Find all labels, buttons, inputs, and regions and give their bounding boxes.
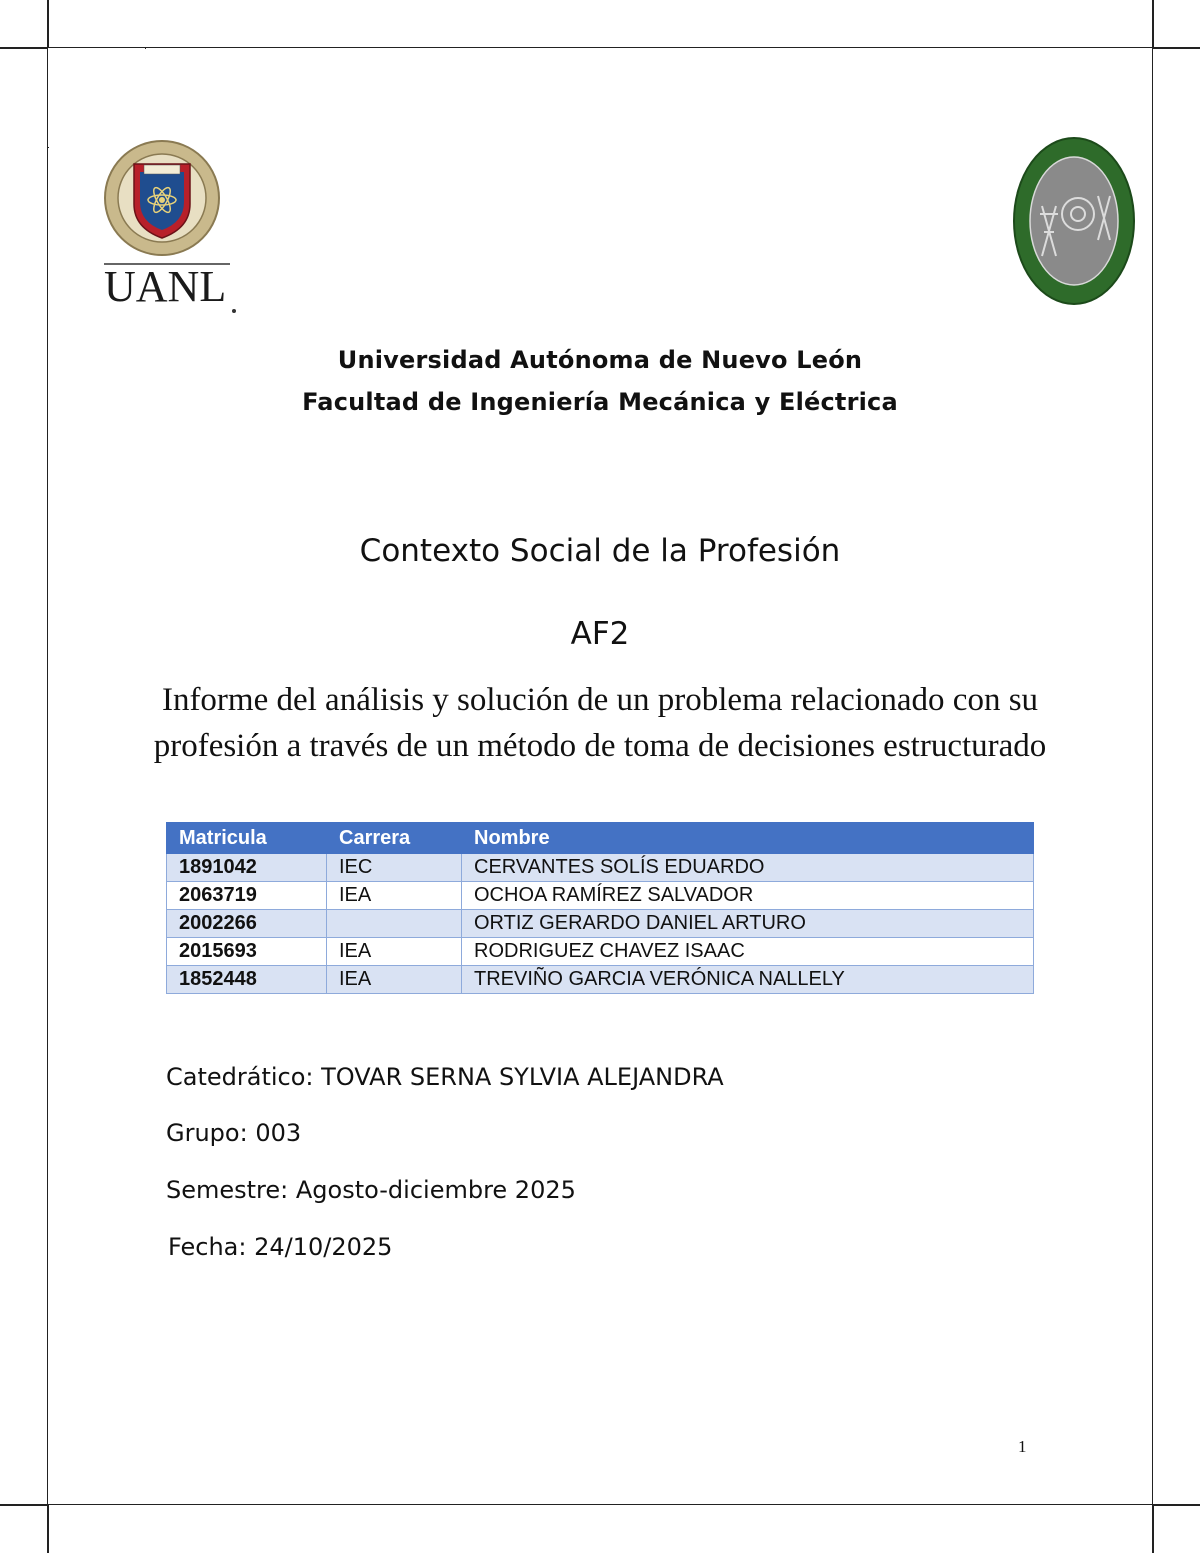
- column-header-carrera: Carrera: [327, 823, 462, 854]
- nombre-cell: ORTIZ GERARDO DANIEL ARTURO: [462, 910, 1034, 938]
- professor-name: TOVAR SERNA SYLVIA ALEJANDRA: [321, 1063, 724, 1091]
- report-title: Informe del análisis y solución de un problema relacionado con su profesión a través de un método de toma de decisiones estructurado: [153, 682, 1047, 764]
- carrera-cell: [327, 910, 462, 938]
- column-header-nombre: Nombre: [462, 823, 1034, 854]
- matricula-cell: 2002266: [167, 910, 327, 938]
- carrera-cell: IEA: [327, 882, 462, 910]
- faculty-name: Facultad de Ingeniería Mecánica y Eléctrica: [302, 388, 898, 416]
- carrera-cell: IEA: [327, 966, 462, 994]
- column-header-matricula: Matricula: [167, 823, 327, 854]
- matricula-cell: 2015693: [167, 938, 327, 966]
- university-name: Universidad Autónoma de Nuevo León: [337, 346, 863, 374]
- nombre-cell: TREVIÑO GARCIA VERÓNICA NALLELY: [462, 966, 1034, 994]
- matricula-cell: 1891042: [167, 854, 327, 882]
- table-row: [167, 938, 1034, 966]
- crop-mark: [145, 47, 146, 49]
- crop-mark: [0, 1504, 47, 1506]
- activity-code: AF2: [570, 616, 630, 652]
- date-label: Fecha:: [168, 1233, 247, 1261]
- date-line: [168, 1233, 392, 1261]
- uanl-wordmark: UANL: [104, 262, 227, 311]
- crop-mark: [1153, 47, 1200, 49]
- page-number: 1: [1018, 1437, 1027, 1456]
- matricula-cell: 2063719: [167, 882, 327, 910]
- professor-label: Catedrático:: [166, 1063, 314, 1091]
- professor-line: [166, 1063, 724, 1091]
- nombre-cell: RODRIGUEZ CHAVEZ ISAAC: [462, 938, 1034, 966]
- team-table: [166, 822, 1034, 994]
- nombre-cell: OCHOA RAMÍREZ SALVADOR: [462, 882, 1034, 910]
- table-row: [167, 966, 1034, 994]
- crop-mark: [1152, 0, 1154, 47]
- group-line: [166, 1119, 301, 1147]
- carrera-cell: IEA: [327, 938, 462, 966]
- group-value: 003: [255, 1119, 302, 1147]
- table-row: [167, 910, 1034, 938]
- crop-mark: [1153, 1504, 1200, 1506]
- matricula-cell: 1852448: [167, 966, 327, 994]
- semester-label: Semestre:: [166, 1176, 289, 1204]
- crop-mark: [47, 0, 49, 47]
- carrera-cell: IEC: [327, 854, 462, 882]
- uanl-logo: [100, 138, 250, 323]
- date-value: 24/10/2025: [254, 1233, 393, 1261]
- crop-mark: [0, 47, 47, 49]
- group-label: Grupo:: [166, 1119, 248, 1147]
- semester-line: [166, 1176, 576, 1204]
- table-header-row: [167, 823, 1034, 854]
- semester-value: Agosto-diciembre 2025: [295, 1176, 576, 1204]
- crop-mark: [47, 1505, 49, 1553]
- nombre-cell: CERVANTES SOLÍS EDUARDO: [462, 854, 1034, 882]
- table-row: [167, 854, 1034, 882]
- table-row: [167, 882, 1034, 910]
- crop-mark: [1152, 1505, 1154, 1553]
- crop-mark: [47, 147, 49, 148]
- fime-logo: [1012, 136, 1136, 306]
- course-subject: Contexto Social de la Profesión: [359, 533, 841, 569]
